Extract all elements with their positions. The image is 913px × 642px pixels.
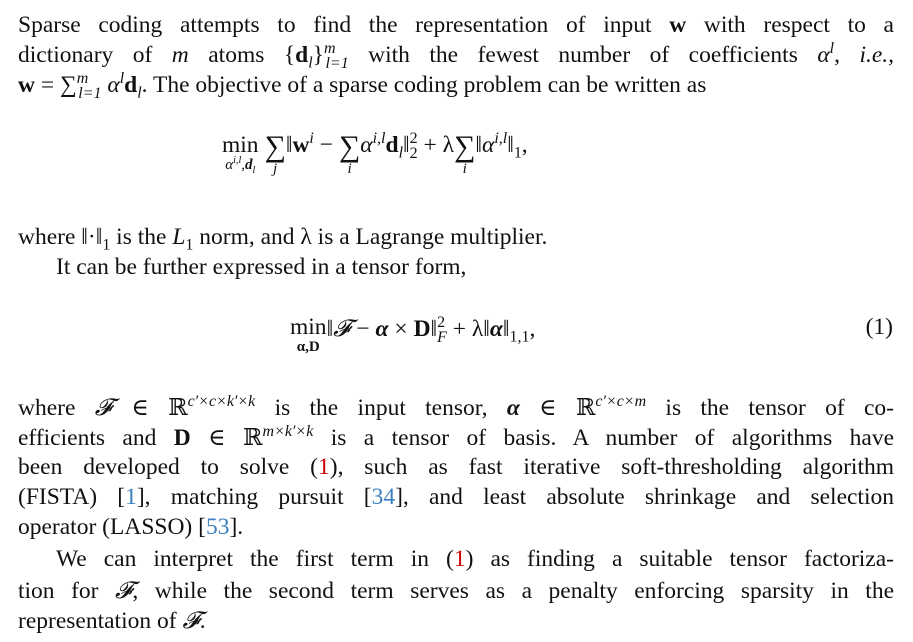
- text: . The objective of a sparse coding problem can be written as: [141, 72, 707, 98]
- text: .: [199, 608, 206, 634]
- para4-line2: [18, 575, 894, 606]
- symbol-w: w: [669, 12, 687, 38]
- symbol-F: 𝓕: [182, 606, 200, 634]
- symbol-in: ∈: [131, 395, 149, 421]
- text: dictionary of: [18, 42, 153, 68]
- text: efficients and: [18, 425, 157, 451]
- symbol-m: m: [171, 42, 189, 68]
- para3-line3: [18, 452, 894, 482]
- equation-number: (1): [865, 314, 893, 340]
- eq-term1: $‖w^i$ −: [285, 130, 339, 158]
- eq-term3: $‖\alpha^{i,l}‖_1$,: [475, 130, 528, 162]
- eq1-min: min α,D: [290, 314, 327, 355]
- symbol-w: w: [18, 72, 35, 98]
- text: where: [18, 395, 76, 421]
- citation-link-34[interactable]: 34: [371, 484, 396, 510]
- eq-min-subscript: $\alpha^{i,l},d_l$: [225, 155, 256, 176]
- L-sub: 1: [185, 236, 194, 254]
- para2-line1: [18, 222, 894, 252]
- set-R1: ℝ$^{c'\times c\times k'\times k}$: [168, 393, 256, 421]
- sum-sup: m: [76, 70, 89, 88]
- equation-ref-link[interactable]: 1: [318, 454, 330, 480]
- d-sub: l: [137, 84, 142, 102]
- text: is the: [116, 224, 167, 250]
- text: ), such as fast iterative soft-thresholding algorithm: [329, 454, 895, 480]
- text: is the input tensor,: [274, 395, 488, 421]
- text: Sparse coding attempts to find the representation of input: [18, 12, 652, 38]
- text: is a tensor of basis. A number of algorithms have: [330, 425, 895, 451]
- set-R3: ℝ$^{m\times k'\times k}$: [243, 423, 314, 451]
- text: tion for: [18, 578, 99, 604]
- set-R2: ℝ$^{c'\times c\times m}$: [575, 393, 647, 421]
- para3-line4: [18, 482, 894, 512]
- eq-min: min $\alpha^{i,l},d_l$: [222, 132, 259, 176]
- alpha-sup: l: [119, 70, 125, 88]
- symbol-D: D: [173, 425, 191, 451]
- text: been developed to solve (: [18, 454, 319, 480]
- text: norm, and λ is a Lagrange multiplier.: [199, 224, 548, 250]
- symbol-d: d: [124, 72, 138, 98]
- citation-link-53[interactable]: 53: [205, 514, 230, 540]
- text: with the fewest number of coefficients: [368, 42, 798, 68]
- text: ) as finding a suitable tensor factoriza-: [465, 546, 894, 572]
- symbol-alpha: α: [107, 72, 120, 98]
- citation-link-1[interactable]: 1: [125, 484, 137, 510]
- eq-sum-i-2: ∑ i: [453, 130, 476, 177]
- eq1-min-subscript: α,D: [296, 339, 320, 355]
- text: We can interpret the first term in (: [56, 546, 454, 572]
- text: with respect to a: [703, 12, 894, 38]
- text: ].: [229, 514, 244, 540]
- text: is the tensor of co-: [665, 395, 895, 421]
- text: representation of: [18, 608, 177, 634]
- eq-term2: $\alpha^{i,l}d_l‖^2_2 + \lambda$: [360, 130, 454, 162]
- equation-objective: [222, 132, 528, 177]
- symbol-F: 𝓕: [115, 576, 133, 604]
- symbol-in: ∈: [208, 425, 226, 451]
- para3-line1: [18, 392, 894, 423]
- norm-sub: 1: [102, 236, 111, 254]
- para3-line2: [18, 422, 894, 453]
- para1-line1: [18, 10, 894, 40]
- para1-line3: [18, 70, 894, 100]
- symbol-alpha-bold: α: [506, 395, 520, 421]
- eq-sum-j: ∑ j: [264, 130, 286, 177]
- para4-line3: [18, 605, 894, 636]
- para3-line5: [18, 512, 894, 542]
- para1-line2: [18, 40, 894, 70]
- text: It can be further expressed in a tensor form,: [56, 254, 467, 280]
- text: ], matching pursuit [: [136, 484, 372, 510]
- symbol-F: 𝓕: [94, 393, 113, 421]
- symbol-L: L: [172, 224, 186, 250]
- sum-sign: = ∑: [34, 72, 77, 98]
- text: , while the second term serves as a penalty enforcing sparsity in the: [132, 578, 894, 604]
- para2-line2: [56, 252, 913, 282]
- text: operator (LASSO) [: [18, 514, 206, 540]
- text-atoms-set: atoms $\{d_l\}^m_{l=1}$: [208, 40, 349, 72]
- equation-ref-link[interactable]: 1: [453, 546, 466, 572]
- text-ie: i.e.,: [859, 42, 895, 68]
- symbol-in: ∈: [539, 395, 557, 421]
- eq-sum-i: ∑ i: [338, 130, 361, 177]
- eq1-body: ‖𝓕 − α × D‖$^2_F$ + $\lambda‖\alpha‖_{1,1}$,: [326, 314, 536, 346]
- text: (FISTA) [: [18, 484, 126, 510]
- text: ], and least absolute shrinkage and selection: [395, 484, 894, 510]
- para4-line1: [18, 544, 894, 574]
- text: where ‖·‖: [18, 224, 103, 250]
- equation-tensor: [290, 314, 535, 355]
- symbol-alpha-l: $\alpha^l$,: [817, 40, 840, 68]
- sum-sub: l=1: [78, 84, 102, 102]
